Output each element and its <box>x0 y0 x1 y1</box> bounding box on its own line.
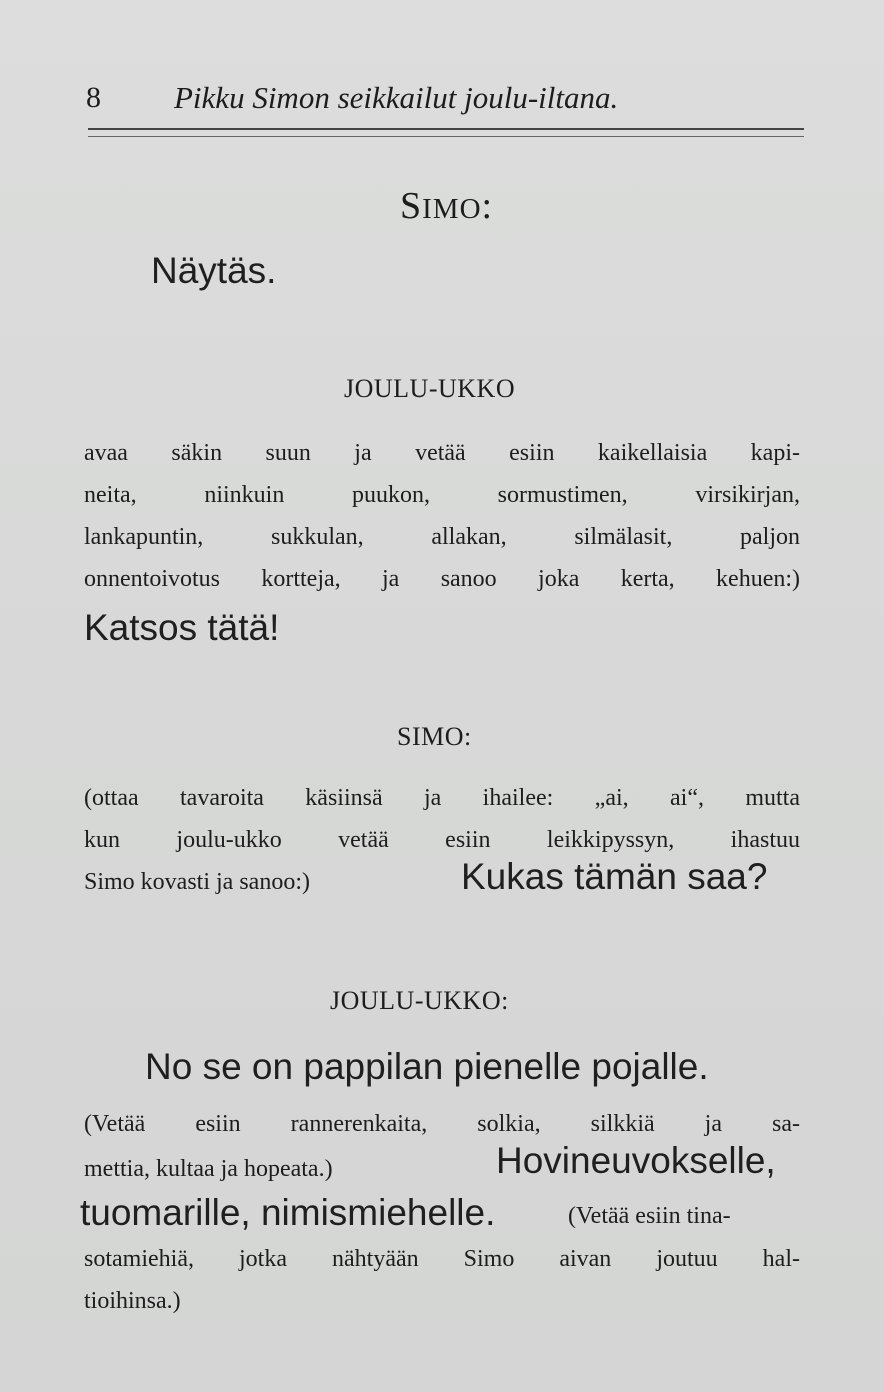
stage-direction-line: kun joulu-ukko vetää esiin leikkipyssyn, ihastuu <box>84 827 800 853</box>
stage-direction-line: tioihinsa.) <box>84 1288 181 1314</box>
speaker-simo-heading <box>400 184 493 228</box>
running-title: Pikku Simon seikkailut joulu-iltana. <box>174 80 619 115</box>
speaker-joulu-ukko-hovineuvos: Hovineuvokselle, <box>496 1140 776 1181</box>
stage-direction-line: Simo kovasti ja sanoo:) <box>84 869 310 895</box>
stage-direction-line: (ottaa tavaroita käsiinsä ja ihailee: „ai, ai“, mutta <box>84 785 800 811</box>
header-rule <box>88 128 804 137</box>
stage-direction-line: avaa säkin suun ja vetää esiin kaikellaisia kapi- <box>84 440 800 466</box>
stage-direction-line: (Vetää esiin tina- <box>568 1203 731 1229</box>
page-header <box>86 78 806 122</box>
page-number: 8 <box>86 81 101 114</box>
speaker-joulu-ukko-answer: No se on pappilan pienelle pojalle. <box>145 1046 709 1087</box>
speaker-simo-initial: S <box>400 185 423 227</box>
speaker-joulu-ukko-heading: JOULU-UKKO <box>344 374 516 403</box>
speaker-joulu-ukko-line: Katsos tätä! <box>84 607 280 648</box>
stage-direction-line: (Vetää esiin rannerenkaita, solkia, silkkiä ja sa- <box>84 1111 800 1137</box>
stage-direction-line: lankapuntin, sukkulan, allakan, silmälasit, paljon <box>84 524 800 550</box>
speaker-joulu-ukko-officials: tuomarille, nimismiehelle. <box>80 1192 496 1233</box>
speaker-simo-label: SIMO: <box>397 722 472 751</box>
speaker-simo-colon: : <box>481 185 494 227</box>
stage-direction-line: mettia, kultaa ja hopeata.) <box>84 1156 333 1182</box>
stage-direction-line: neita, niinkuin puukon, sormustimen, virsikirjan, <box>84 482 800 508</box>
speaker-simo-line: Näytäs. <box>151 250 277 291</box>
speaker-simo-small-caps: IMO <box>422 193 482 225</box>
stage-direction-line: sotamiehiä, jotka nähtyään Simo aivan joutuu hal- <box>84 1246 800 1272</box>
speaker-joulu-ukko-heading-2: JOULU-UKKO: <box>330 986 509 1015</box>
speaker-simo-question: Kukas tämän saa? <box>461 856 768 897</box>
stage-direction-line: onnentoivotus kortteja, ja sanoo joka kerta, kehuen:) <box>84 566 800 592</box>
